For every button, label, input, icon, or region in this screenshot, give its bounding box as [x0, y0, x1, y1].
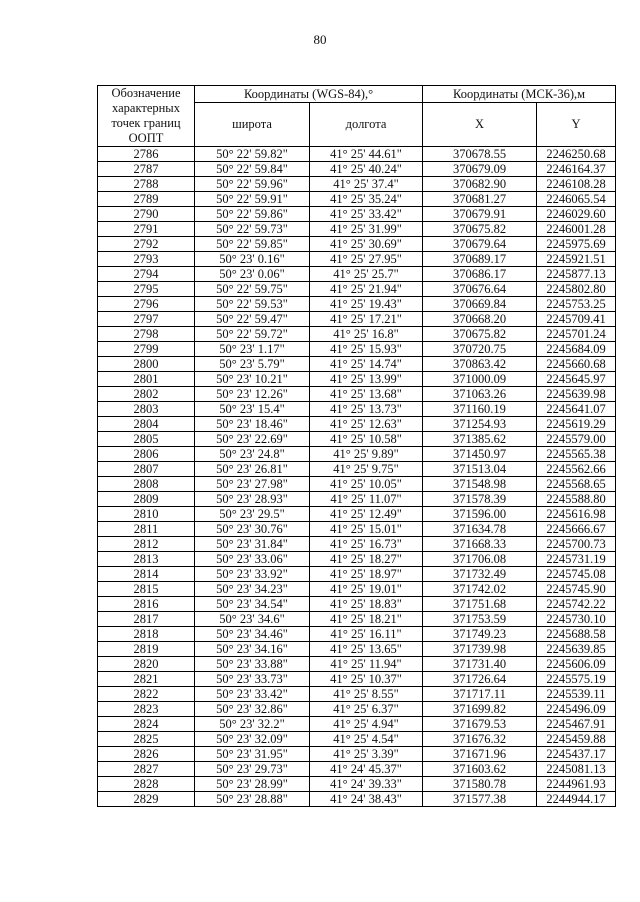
- longitude-cell: 41° 25' 35.24": [310, 192, 423, 207]
- point-id-cell: 2797: [98, 312, 195, 327]
- longitude-cell: 41° 25' 4.94": [310, 717, 423, 732]
- point-id-cell: 2806: [98, 447, 195, 462]
- table-row: [98, 702, 616, 717]
- table-row: [98, 582, 616, 597]
- point-id-cell: 2802: [98, 387, 195, 402]
- y-cell: 2245568.65: [537, 477, 616, 492]
- point-id-cell: 2815: [98, 582, 195, 597]
- x-cell: 371731.40: [423, 657, 537, 672]
- point-id-cell: 2794: [98, 267, 195, 282]
- longitude-cell: 41° 25' 16.8": [310, 327, 423, 342]
- longitude-cell: 41° 25' 13.99": [310, 372, 423, 387]
- x-cell: 371676.32: [423, 732, 537, 747]
- point-id-cell: 2825: [98, 732, 195, 747]
- point-id-cell: 2828: [98, 777, 195, 792]
- y-cell: 2246001.28: [537, 222, 616, 237]
- point-header-line: характерных: [112, 101, 180, 115]
- y-cell: 2246250.68: [537, 147, 616, 162]
- x-cell: 371596.00: [423, 507, 537, 522]
- table-row: [98, 597, 616, 612]
- latitude-cell: 50° 23' 34.46": [195, 627, 310, 642]
- y-cell: 2245437.17: [537, 747, 616, 762]
- longitude-cell: 41° 25' 16.73": [310, 537, 423, 552]
- table-row: [98, 642, 616, 657]
- coordinates-table: [97, 85, 616, 807]
- x-cell: 371513.04: [423, 462, 537, 477]
- y-cell: 2246164.37: [537, 162, 616, 177]
- point-id-cell: 2812: [98, 537, 195, 552]
- point-id-cell: 2820: [98, 657, 195, 672]
- latitude-cell: 50° 23' 28.88": [195, 792, 310, 807]
- y-cell: 2245700.73: [537, 537, 616, 552]
- point-id-cell: 2807: [98, 462, 195, 477]
- x-cell: 370682.90: [423, 177, 537, 192]
- longitude-cell: 41° 25' 30.69": [310, 237, 423, 252]
- longitude-cell: 41° 25' 10.58": [310, 432, 423, 447]
- longitude-cell: 41° 25' 11.07": [310, 492, 423, 507]
- longitude-cell: 41° 25' 40.24": [310, 162, 423, 177]
- longitude-header: долгота: [310, 103, 423, 147]
- y-cell: 2245606.09: [537, 657, 616, 672]
- longitude-cell: 41° 25' 21.94": [310, 282, 423, 297]
- longitude-cell: 41° 25' 44.61": [310, 147, 423, 162]
- y-cell: 2245539.11: [537, 687, 616, 702]
- table-row: [98, 402, 616, 417]
- x-cell: 370675.82: [423, 222, 537, 237]
- latitude-cell: 50° 22' 59.72": [195, 327, 310, 342]
- longitude-cell: 41° 25' 33.42": [310, 207, 423, 222]
- longitude-cell: 41° 25' 18.27": [310, 552, 423, 567]
- y-cell: 2245745.90: [537, 582, 616, 597]
- latitude-cell: 50° 23' 33.92": [195, 567, 310, 582]
- point-id-cell: 2792: [98, 237, 195, 252]
- point-id-cell: 2790: [98, 207, 195, 222]
- point-id-cell: 2823: [98, 702, 195, 717]
- point-id-cell: 2809: [98, 492, 195, 507]
- latitude-cell: 50° 22' 59.47": [195, 312, 310, 327]
- x-cell: 370686.17: [423, 267, 537, 282]
- x-cell: 371450.97: [423, 447, 537, 462]
- table-row: [98, 192, 616, 207]
- latitude-cell: 50° 23' 26.81": [195, 462, 310, 477]
- x-cell: 370679.09: [423, 162, 537, 177]
- y-cell: 2245645.97: [537, 372, 616, 387]
- table-row: [98, 417, 616, 432]
- wgs-group-header: Координаты (WGS-84),°: [195, 86, 423, 103]
- table-row: [98, 222, 616, 237]
- longitude-cell: 41° 25' 15.93": [310, 342, 423, 357]
- table-row: [98, 762, 616, 777]
- x-cell: 371000.09: [423, 372, 537, 387]
- table-row: [98, 207, 616, 222]
- point-id-cell: 2826: [98, 747, 195, 762]
- table-row: [98, 312, 616, 327]
- x-cell: 371063.26: [423, 387, 537, 402]
- y-cell: 2245666.67: [537, 522, 616, 537]
- longitude-cell: 41° 25' 13.68": [310, 387, 423, 402]
- point-id-cell: 2822: [98, 687, 195, 702]
- y-cell: 2245579.00: [537, 432, 616, 447]
- latitude-cell: 50° 23' 22.69": [195, 432, 310, 447]
- page-number: 80: [313, 32, 327, 47]
- latitude-cell: 50° 22' 59.73": [195, 222, 310, 237]
- point-header-line: точек границ: [111, 116, 181, 130]
- latitude-cell: 50° 23' 28.93": [195, 492, 310, 507]
- y-header: Y: [537, 103, 616, 147]
- table-row: [98, 342, 616, 357]
- x-cell: 370689.17: [423, 252, 537, 267]
- x-cell: 370669.84: [423, 297, 537, 312]
- table-row: [98, 462, 616, 477]
- latitude-cell: 50° 23' 31.95": [195, 747, 310, 762]
- point-id-cell: 2798: [98, 327, 195, 342]
- table-row: [98, 612, 616, 627]
- latitude-cell: 50° 23' 34.16": [195, 642, 310, 657]
- y-cell: 2245496.09: [537, 702, 616, 717]
- longitude-cell: 41° 25' 10.05": [310, 477, 423, 492]
- latitude-cell: 50° 22' 59.84": [195, 162, 310, 177]
- latitude-cell: 50° 23' 29.5": [195, 507, 310, 522]
- table-row: [98, 657, 616, 672]
- table-row: [98, 432, 616, 447]
- table-row: [98, 792, 616, 807]
- latitude-cell: 50° 23' 33.42": [195, 687, 310, 702]
- latitude-cell: 50° 23' 33.73": [195, 672, 310, 687]
- longitude-cell: 41° 25' 13.65": [310, 642, 423, 657]
- latitude-cell: 50° 23' 5.79": [195, 357, 310, 372]
- x-cell: 371749.23: [423, 627, 537, 642]
- msk-group-header: Координаты (МСК-36),м: [423, 86, 616, 103]
- x-cell: 371726.64: [423, 672, 537, 687]
- y-cell: 2245565.38: [537, 447, 616, 462]
- y-cell: 2245616.98: [537, 507, 616, 522]
- y-cell: 2245709.41: [537, 312, 616, 327]
- x-cell: 370679.64: [423, 237, 537, 252]
- latitude-cell: 50° 23' 34.54": [195, 597, 310, 612]
- x-cell: 371699.82: [423, 702, 537, 717]
- latitude-cell: 50° 23' 32.09": [195, 732, 310, 747]
- longitude-cell: 41° 25' 17.21": [310, 312, 423, 327]
- longitude-cell: 41° 25' 9.75": [310, 462, 423, 477]
- y-cell: 2245753.25: [537, 297, 616, 312]
- y-cell: 2245877.13: [537, 267, 616, 282]
- latitude-cell: 50° 22' 59.96": [195, 177, 310, 192]
- x-cell: 371753.59: [423, 612, 537, 627]
- table-row: [98, 372, 616, 387]
- longitude-cell: 41° 25' 10.37": [310, 672, 423, 687]
- table-row: [98, 177, 616, 192]
- y-cell: 2246065.54: [537, 192, 616, 207]
- x-cell: 370720.75: [423, 342, 537, 357]
- latitude-cell: 50° 23' 28.99": [195, 777, 310, 792]
- y-cell: 2245588.80: [537, 492, 616, 507]
- point-id-cell: 2788: [98, 177, 195, 192]
- x-cell: 371717.11: [423, 687, 537, 702]
- longitude-cell: 41° 25' 37.4": [310, 177, 423, 192]
- point-id-cell: 2803: [98, 402, 195, 417]
- y-cell: 2244961.93: [537, 777, 616, 792]
- latitude-cell: 50° 23' 18.46": [195, 417, 310, 432]
- point-id-cell: 2808: [98, 477, 195, 492]
- latitude-cell: 50° 23' 29.73": [195, 762, 310, 777]
- x-cell: 371742.02: [423, 582, 537, 597]
- point-id-cell: 2787: [98, 162, 195, 177]
- y-cell: 2245701.24: [537, 327, 616, 342]
- y-cell: 2245731.19: [537, 552, 616, 567]
- table-body: [98, 147, 616, 807]
- table-row: [98, 687, 616, 702]
- latitude-cell: 50° 22' 59.86": [195, 207, 310, 222]
- y-cell: 2245745.08: [537, 567, 616, 582]
- table-row: [98, 507, 616, 522]
- x-cell: 370678.55: [423, 147, 537, 162]
- point-id-cell: 2817: [98, 612, 195, 627]
- x-cell: 371578.39: [423, 492, 537, 507]
- y-cell: 2245641.07: [537, 402, 616, 417]
- table-row: [98, 552, 616, 567]
- table-row: [98, 387, 616, 402]
- point-id-cell: 2789: [98, 192, 195, 207]
- table-row: [98, 567, 616, 582]
- table-row: [98, 147, 616, 162]
- y-cell: 2245684.09: [537, 342, 616, 357]
- x-cell: 371706.08: [423, 552, 537, 567]
- x-cell: 370681.27: [423, 192, 537, 207]
- table-row: [98, 627, 616, 642]
- point-id-cell: 2813: [98, 552, 195, 567]
- point-header-line: ООПТ: [128, 131, 164, 145]
- table-row: [98, 327, 616, 342]
- latitude-cell: 50° 23' 10.21": [195, 372, 310, 387]
- latitude-cell: 50° 23' 33.06": [195, 552, 310, 567]
- latitude-cell: 50° 23' 32.2": [195, 717, 310, 732]
- point-id-cell: 2827: [98, 762, 195, 777]
- point-id-cell: 2805: [98, 432, 195, 447]
- latitude-cell: 50° 22' 59.53": [195, 297, 310, 312]
- latitude-cell: 50° 22' 59.85": [195, 237, 310, 252]
- latitude-cell: 50° 23' 12.26": [195, 387, 310, 402]
- y-cell: 2245562.66: [537, 462, 616, 477]
- table-row: [98, 282, 616, 297]
- x-cell: 371668.33: [423, 537, 537, 552]
- x-cell: 371385.62: [423, 432, 537, 447]
- x-cell: 371580.78: [423, 777, 537, 792]
- latitude-cell: 50° 23' 31.84": [195, 537, 310, 552]
- latitude-cell: 50° 22' 59.75": [195, 282, 310, 297]
- longitude-cell: 41° 25' 14.74": [310, 357, 423, 372]
- point-id-cell: 2811: [98, 522, 195, 537]
- y-cell: 2245081.13: [537, 762, 616, 777]
- table-row: [98, 357, 616, 372]
- table-row: [98, 162, 616, 177]
- x-cell: 371548.98: [423, 477, 537, 492]
- y-cell: 2246029.60: [537, 207, 616, 222]
- point-id-cell: 2793: [98, 252, 195, 267]
- point-column-header: [98, 86, 195, 147]
- latitude-cell: 50° 23' 32.86": [195, 702, 310, 717]
- y-cell: 2245459.88: [537, 732, 616, 747]
- point-id-cell: 2791: [98, 222, 195, 237]
- longitude-cell: 41° 25' 31.99": [310, 222, 423, 237]
- table-row: [98, 297, 616, 312]
- y-cell: 2245730.10: [537, 612, 616, 627]
- latitude-header: широта: [195, 103, 310, 147]
- table-row: [98, 267, 616, 282]
- latitude-cell: 50° 23' 30.76": [195, 522, 310, 537]
- longitude-cell: 41° 25' 18.21": [310, 612, 423, 627]
- longitude-cell: 41° 25' 27.95": [310, 252, 423, 267]
- longitude-cell: 41° 25' 19.01": [310, 582, 423, 597]
- point-id-cell: 2796: [98, 297, 195, 312]
- x-cell: 371577.38: [423, 792, 537, 807]
- table-row: [98, 747, 616, 762]
- latitude-cell: 50° 23' 15.4": [195, 402, 310, 417]
- point-id-cell: 2810: [98, 507, 195, 522]
- x-cell: 370668.20: [423, 312, 537, 327]
- point-id-cell: 2801: [98, 372, 195, 387]
- latitude-cell: 50° 23' 0.06": [195, 267, 310, 282]
- longitude-cell: 41° 24' 38.43": [310, 792, 423, 807]
- y-cell: 2244944.17: [537, 792, 616, 807]
- longitude-cell: 41° 25' 18.97": [310, 567, 423, 582]
- table-header-row: [98, 86, 616, 103]
- y-cell: 2245802.80: [537, 282, 616, 297]
- table-row: [98, 477, 616, 492]
- latitude-cell: 50° 23' 34.23": [195, 582, 310, 597]
- point-id-cell: 2829: [98, 792, 195, 807]
- longitude-cell: 41° 25' 9.89": [310, 447, 423, 462]
- latitude-cell: 50° 22' 59.82": [195, 147, 310, 162]
- point-id-cell: 2819: [98, 642, 195, 657]
- y-cell: 2246108.28: [537, 177, 616, 192]
- longitude-cell: 41° 25' 18.83": [310, 597, 423, 612]
- x-cell: 371732.49: [423, 567, 537, 582]
- table-row: [98, 492, 616, 507]
- longitude-cell: 41° 25' 25.7": [310, 267, 423, 282]
- table-row: [98, 237, 616, 252]
- longitude-cell: 41° 25' 12.49": [310, 507, 423, 522]
- latitude-cell: 50° 23' 33.88": [195, 657, 310, 672]
- latitude-cell: 50° 23' 27.98": [195, 477, 310, 492]
- x-cell: 371679.53: [423, 717, 537, 732]
- point-header-line: Обозначение: [111, 86, 181, 100]
- table-row: [98, 447, 616, 462]
- y-cell: 2245619.29: [537, 417, 616, 432]
- latitude-cell: 50° 23' 34.6": [195, 612, 310, 627]
- table-row: [98, 717, 616, 732]
- point-id-cell: 2818: [98, 627, 195, 642]
- y-cell: 2245575.19: [537, 672, 616, 687]
- point-id-cell: 2800: [98, 357, 195, 372]
- latitude-cell: 50° 23' 0.16": [195, 252, 310, 267]
- table-row: [98, 537, 616, 552]
- x-cell: 371160.19: [423, 402, 537, 417]
- x-cell: 370863.42: [423, 357, 537, 372]
- longitude-cell: 41° 25' 4.54": [310, 732, 423, 747]
- x-cell: 371634.78: [423, 522, 537, 537]
- point-id-cell: 2795: [98, 282, 195, 297]
- longitude-cell: 41° 25' 15.01": [310, 522, 423, 537]
- longitude-cell: 41° 25' 6.37": [310, 702, 423, 717]
- table-row: [98, 672, 616, 687]
- longitude-cell: 41° 24' 39.33": [310, 777, 423, 792]
- y-cell: 2245639.98: [537, 387, 616, 402]
- longitude-cell: 41° 25' 16.11": [310, 627, 423, 642]
- table-row: [98, 732, 616, 747]
- point-id-cell: 2786: [98, 147, 195, 162]
- y-cell: 2245639.85: [537, 642, 616, 657]
- point-id-cell: 2799: [98, 342, 195, 357]
- y-cell: 2245975.69: [537, 237, 616, 252]
- y-cell: 2245688.58: [537, 627, 616, 642]
- latitude-cell: 50° 23' 24.8": [195, 447, 310, 462]
- x-cell: 371254.93: [423, 417, 537, 432]
- longitude-cell: 41° 25' 12.63": [310, 417, 423, 432]
- longitude-cell: 41° 25' 19.43": [310, 297, 423, 312]
- x-cell: 370675.82: [423, 327, 537, 342]
- table-row: [98, 522, 616, 537]
- x-cell: 371603.62: [423, 762, 537, 777]
- x-cell: 370679.91: [423, 207, 537, 222]
- point-id-cell: 2814: [98, 567, 195, 582]
- y-cell: 2245921.51: [537, 252, 616, 267]
- latitude-cell: 50° 22' 59.91": [195, 192, 310, 207]
- point-id-cell: 2821: [98, 672, 195, 687]
- y-cell: 2245467.91: [537, 717, 616, 732]
- table-row: [98, 252, 616, 267]
- point-id-cell: 2816: [98, 597, 195, 612]
- longitude-cell: 41° 25' 11.94": [310, 657, 423, 672]
- longitude-cell: 41° 25' 8.55": [310, 687, 423, 702]
- x-cell: 371671.96: [423, 747, 537, 762]
- point-id-cell: 2824: [98, 717, 195, 732]
- longitude-cell: 41° 24' 45.37": [310, 762, 423, 777]
- y-cell: 2245660.68: [537, 357, 616, 372]
- latitude-cell: 50° 23' 1.17": [195, 342, 310, 357]
- longitude-cell: 41° 25' 13.73": [310, 402, 423, 417]
- longitude-cell: 41° 25' 3.39": [310, 747, 423, 762]
- point-id-cell: 2804: [98, 417, 195, 432]
- y-cell: 2245742.22: [537, 597, 616, 612]
- x-cell: 371751.68: [423, 597, 537, 612]
- table-row: [98, 777, 616, 792]
- x-header: X: [423, 103, 537, 147]
- x-cell: 371739.98: [423, 642, 537, 657]
- x-cell: 370676.64: [423, 282, 537, 297]
